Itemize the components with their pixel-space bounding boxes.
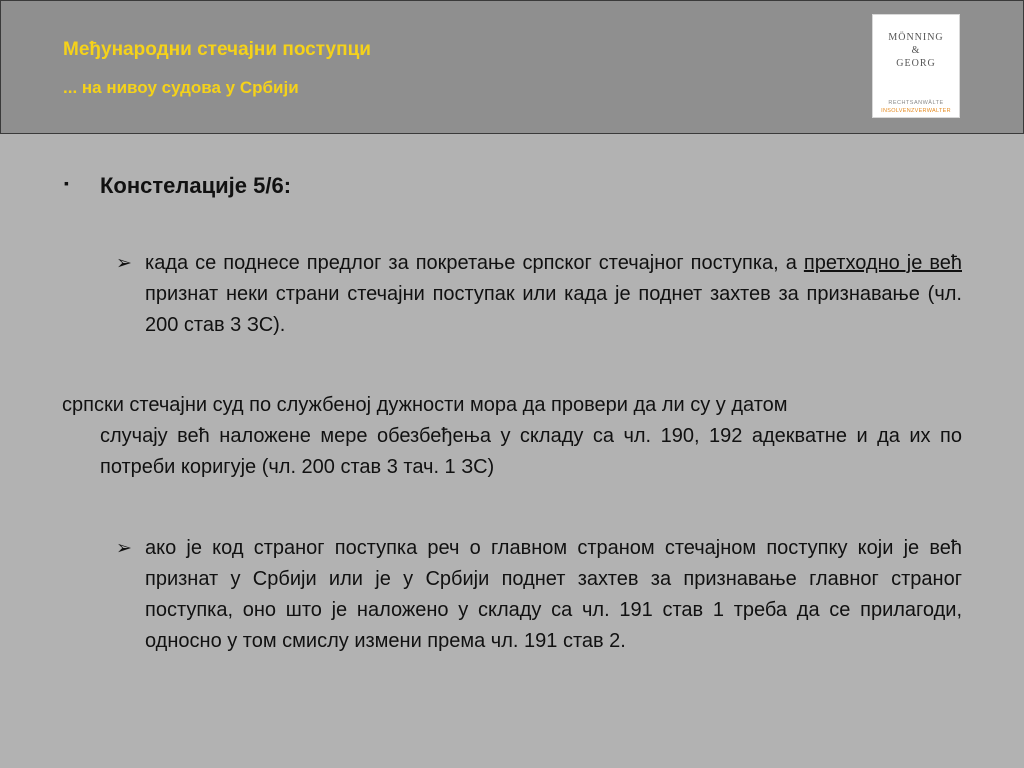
arrow-bullet-icon: ➢ bbox=[116, 253, 132, 274]
logo-line-a: MÖNNING bbox=[888, 32, 944, 43]
paragraph-1-underlined: претходно је већ bbox=[803, 252, 962, 274]
logo-line-c: GEORG bbox=[896, 58, 936, 69]
slide-header bbox=[0, 0, 1024, 134]
paragraph-1-end: признат неки страни стечајни поступак или када је поднет захтев за признавање (чл. 200 став 3 ЗС). bbox=[145, 283, 962, 336]
paragraph-1 bbox=[145, 248, 962, 341]
paragraph-2-rest: случају већ наложене мере обезбеђења у складу са чл. 190, 192 адекватне и да их по потреби коригује (чл. 200 став 3 тач. 1 ЗС) bbox=[100, 425, 962, 478]
logo-tagline-2: INSOLVENZVERWALTER bbox=[881, 108, 951, 114]
logo-wordmark bbox=[873, 31, 959, 70]
logo-tagline-1: RECHTSANWÄLTE bbox=[888, 100, 944, 106]
paragraph-3: ако је код страног поступка реч о главном страном стечајном поступку који је већ признат у Србији или је у Србији поднет захтев за признавање главног страног поступка, оно што је наложено у складу са чл. 191 став 1 треба да се прилагоди, односно у том смислу измени према чл. 191 став 2. bbox=[145, 537, 962, 652]
slide-title: Међународни стечајни поступци bbox=[63, 39, 371, 60]
slide-body bbox=[0, 132, 1024, 768]
company-logo bbox=[872, 14, 960, 118]
slide-subtitle: ... на нивоу судова у Србији bbox=[63, 78, 299, 97]
paragraph-2-first-line: српски стечајни суд по службеној дужности мора да провери да ли су у датом bbox=[62, 394, 788, 416]
paragraph-1-start: када се поднесе предлог за покретање српског стечајног поступка, а bbox=[145, 252, 804, 274]
logo-line-b: & bbox=[911, 45, 921, 56]
section-heading: Констелације 5/6: bbox=[100, 173, 292, 198]
square-bullet-icon: ▪ bbox=[64, 175, 69, 191]
arrow-bullet-icon: ➢ bbox=[116, 538, 132, 559]
paragraph-2 bbox=[62, 390, 962, 483]
